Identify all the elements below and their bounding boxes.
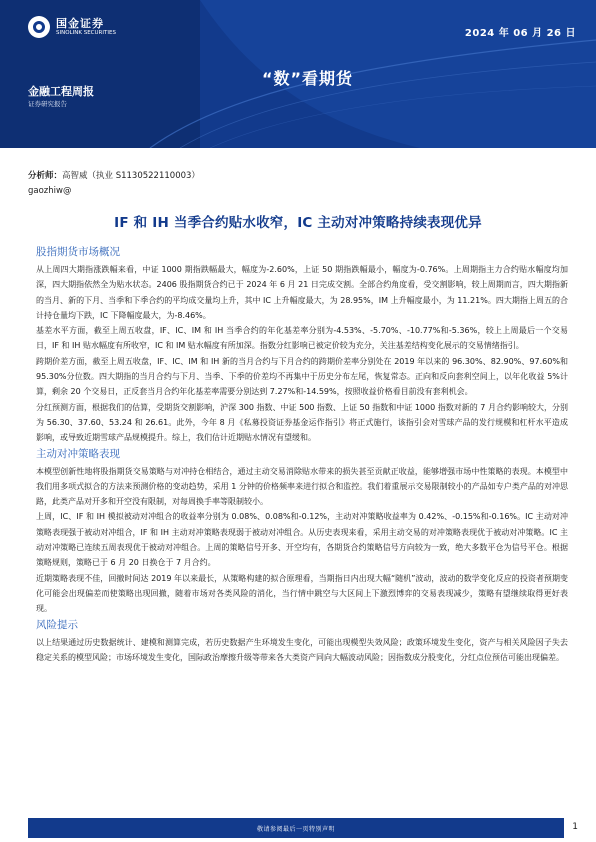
report-date: 2024 年 06 月 26 日: [464, 28, 576, 39]
paragraph: 从上周四大期指涨跌幅来看，中证 1000 期指跌幅最大，幅度为-2.60%，上证 50 期指跌幅最小，幅度为-0.76%。上周期指主力合约贴水幅度均加深，四大期指依然全为贴水状态。2406 股指期货合约已于 2024 年 6 月 21 日完成交割。全部合约角度看，受交割影响，较上周期而言，四大期指新的当月、新的下月、当季和下季合约的平均成交量均上升，其中 IC 上升幅度最大，为 28.95%，IM 上升幅度最小，为 11.21%。四大期指上周五的合计持仓量均下跌，IC 下降幅度最大，为-8.46%。: [36, 265, 568, 320]
logo-name-en: SINOLINK SECURITIES: [56, 30, 116, 36]
report-type: 金融工程周报: [28, 85, 94, 98]
page-number: 1: [572, 822, 578, 832]
logo-name-cn: 国金证券: [56, 17, 104, 30]
section-title-hedging-strategy: 主动对冲策略表现: [36, 447, 120, 460]
paragraph: 近期策略表现不佳，回撤时间达 2019 年以来最长，从策略构建的拟合原理看，当期指日内出现大幅“随机”波动，波动的数学变化反应的投资者预期变化可能会出现偏差而使策略出现回撤，随着市场对各类风险的消化，当行情中跳空与大区间上下激烈博弈的交易表现减少，策略有望继续取得更好表现。: [36, 573, 568, 614]
report-subtype: 证券研究报告: [28, 100, 67, 108]
paragraph: 跨期价差方面，截至上周五收盘，IF、IC、IM 和 IH 新的当月合约与下月合约的跨期价差率分别处在 2019 年以来的 96.30%、82.90%、97.60%和 95.30%分位数。四大期指的当月合约与下月、当季、下季的价差均不再集中于历史分布左尾，恢复常态。正向和反向套利空间上，以年化收益 5%计算，剩余 20 个交易日，正反套当月合约年化基差率需要分别达到 7.27%和-14.59%，按照收益价格看目前没有套利机会。: [36, 356, 568, 397]
report-body: [36, 244, 568, 665]
report-header: [0, 0, 596, 148]
footer-disclaimer: 敬请参阅最后一页特别声明: [256, 825, 335, 833]
brand-logo: [28, 16, 116, 38]
section-title-market-overview: 股指期货市场概况: [36, 246, 120, 258]
analyst-label: 分析师：: [28, 171, 63, 181]
paragraph: 上周，IC、IF 和 IH 模拟被动对冲组合的收益率分别为 0.08%、0.08%和-0.12%，主动对冲策略收益率为 0.42%、-0.15%和-0.16%。IC 主动对冲策略表现强于被动对冲组合，IF 和 IH 主动对冲策略表现弱于被动对冲组合。从历史表现来看，采用主动交易的对冲策略表现优于被动对冲策略。IC 主动对冲策略已连续五周表现优于被动对冲组合。上周的策略信号开多、开空均有，各期货合约策略信号方向较为一致，绝大多数平仓为信号平仓。根据策略规则，策略已于 6 月 20 日换仓于 7 月合约。: [36, 512, 568, 568]
footer-bar: [28, 818, 564, 838]
paragraph: 分红预测方面，根据我们的估算，受期货交割影响，沪深 300 指数、中证 500 指数、上证 50 指数和中证 1000 指数对新的 7 月合约影响较大，分别为 56.30、37.60、53.24 和 26.61。此外，今年 8 月《私募投资证券基金运作指引》将正式施行，该指引会对雪球产品的发行规模和杠杆水平造成影响，或导致近期雪球产品规模提升。综上，我们估计近期贴水情况有望缓和。: [36, 402, 568, 443]
paragraph: 本模型创新性地将股指期货交易策略与对冲持仓相结合，通过主动交易消除贴水带来的损失甚至贡献正收益，能够增强市场中性策略的表现。本模型中我们用多项式拟合的方法来预测价格的变动趋势，采用 1 分钟的价格频率来进行拟合和监控。我们着重展示交易限制较小的产品如专户类产品的对冲思路，此类产品对开多和开空没有限制，对每周换手率等限制较小。: [36, 466, 568, 507]
paragraph: 以上结果通过历史数据统计、建模和测算完成，若历史数据产生环境发生变化，可能出现模型失效风险；政策环境发生变化，资产与相关风险因子失去稳定关系的模型风险；市场环境发生变化，国际政治摩擦升级等带来各大类资产同向大幅波动风险；因指数成分股变化，分红点位预估可能出现偏差。: [36, 637, 568, 662]
logo-icon: [28, 16, 50, 38]
analyst-info: [28, 169, 200, 181]
paragraph: 基差水平方面，截至上周五收盘，IF、IC、IM 和 IH 当季合约的年化基差率分别为-4.53%、-5.70%、-10.77%和-5.36%，较上上周最后一个交易日，IF 和 IH 贴水幅度有所收窄，IC 和 IM 贴水幅度有所加深。指数分红影响已被定价较为充分，关注基差结构变化展示的交易情绪指引。: [36, 326, 568, 351]
report-title: “数”看期货: [262, 69, 354, 88]
report-headline: IF 和 IH 当季合约贴水收窄，IC 主动对冲策略持续表现优异: [114, 215, 482, 231]
analyst-email: gaozhiw@: [28, 186, 72, 196]
section-title-risk-warning: 风险提示: [36, 618, 78, 631]
analyst-name: 高智威（执业 S1130522110003）: [62, 171, 200, 181]
